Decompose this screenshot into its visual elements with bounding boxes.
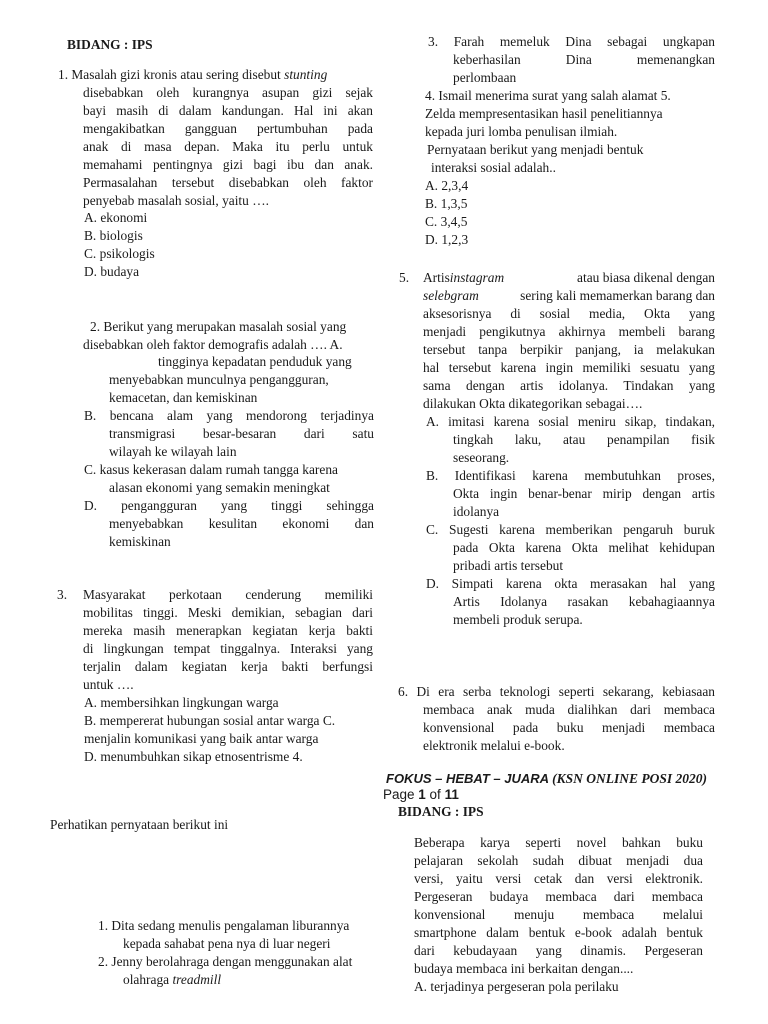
q6-stem-line: konvensional pada buku menjadi membaca [423,720,715,735]
q5-option-b-cont: Okta ingin benar-benar mirip dengan artis [453,486,715,501]
q3-stem-line: Masyarakat perkotaan cenderung memiliki [83,587,373,602]
q3-stem-line: terjalin dalam kegiatan kerja bakti berfungsi [83,659,373,674]
page2-subject-title: BIDANG : IPS [398,804,484,819]
q5-number: 5. [399,270,410,285]
q3-stem-line: mobilitas tinggi. Meski demikian, sebagian dari [83,605,373,620]
q2-option-d-cont: menyebabkan kesulitan ekonomi dan [109,516,374,531]
q6-stem-line: elektronik melalui e-book. [423,738,565,753]
q4-statement-1: 1. Dita sedang menulis pengalaman liburannya [98,918,350,933]
q5-stem-line: dilakukan Okta dikategorikan sebagai…. [423,396,643,411]
q1-stem-line: Permasalahan tersebut disebabkan oleh faktor [83,175,373,190]
q2-option-b-cont: wilayah ke wilayah lain [109,444,237,459]
q4-option-d[interactable]: D. 1,2,3 [425,232,469,247]
q2-option-c-cont: alasan ekonomi yang semakin meningkat [109,480,330,495]
q5-option-c-cont: pada Okta karena Okta melihat kehidupan [453,540,715,555]
q5-option-c[interactable]: C. Sugesti karena memberikan pengaruh buruk [426,522,715,537]
q1-option-a[interactable]: A. ekonomi [84,210,148,225]
q2-option-a-cont: kemacetan, dan kemiskinan [109,390,258,405]
q2-option-a[interactable]: tingginya kepadatan penduduk yang [158,354,352,369]
q1-stem-first: 1. Masalah gizi kronis atau sering disebut stunting [58,67,328,82]
q4-option-b[interactable]: B. 1,3,5 [425,196,468,211]
page2-passage-line: konvensional menuju membaca melalui [414,907,703,922]
q4-option-c[interactable]: C. 3,4,5 [425,214,468,229]
page2-passage-line: budaya membaca ini berkaitan dengan.... [414,961,634,976]
footer-tagline: FOKUS – HEBAT – JUARA (KSN ONLINE POSI 2020) [386,771,708,786]
q5-option-b[interactable]: B. Identifikasi karena membutuhkan proses, [426,468,715,483]
q2-option-b[interactable]: B. bencana alam yang mendorong terjadinya [84,408,374,423]
q5-option-d[interactable]: D. Simpati karena okta merasakan hal yang [426,576,715,591]
q5-stem-line: sama dengan artis idolanya. Tindakan yang [423,378,715,393]
q1-stem-line: bayi masih di dalam kandungan. Hal ini akan [83,103,373,118]
q3-stem-line: di lingkungan tempat tinggalnya. Interaksi yang [83,641,373,656]
q1-stem-line: disebabkan oleh kurangnya asupan gizi sejak [83,85,373,100]
q6-stem-line: 6. Di era serba teknologi seperti sekarang, kebiasaan [398,684,715,699]
page-number: Page 1 of 11 [383,787,459,802]
q1-stem-line: mengakibatkan gangguan pertumbuhan pada [83,121,373,136]
q5-option-b-cont: idolanya [453,504,500,519]
q4-statement-2: 2. Jenny berolahraga dengan menggunakan alat [98,954,353,969]
q4-statement-1-cont: kepada sahabat pena nya di luar negeri [123,936,331,951]
q2-stem-line: disebabkan oleh faktor demografis adalah …. A. [83,337,343,352]
q5-option-a-cont: tingkah laku, atau penampilan fisik [453,432,715,447]
q5-option-c-cont: pribadi artis tersebut [453,558,564,573]
page2-passage-line: smartphone dalam bentuk e-book adalah bentuk [414,925,703,940]
q1-stem-line: penyebab masalah sosial, yaitu …. [83,193,269,208]
q1-stem-line: memahami pentingnya gizi bagi ibu dan anak. [83,157,373,172]
q3-stem-line: mereka masih menerapkan kegiatan kerja bakti [83,623,373,638]
q3-option-c[interactable]: menjalin komunikasi yang baik antar warga [84,731,319,746]
q1-option-b[interactable]: B. biologis [84,228,143,243]
q4-statement-3-cont: perlombaan [453,70,517,85]
page2-passage-line: Pergeseran budaya membaca dari membaca [414,889,703,904]
q4-statement-5: Zelda mempresentasikan hasil penelitiannya [425,106,663,121]
q1-option-c[interactable]: C. psikologis [84,246,155,261]
q3-option-b[interactable]: B. mempererat hubungan sosial antar warga C. [84,713,336,728]
q5-stem-first: Artis instagram atau biasa dikenal dengan [423,270,715,285]
q5-stem-line: aksesorisnya di sosial media, Okta yang [423,306,715,321]
q2-option-b-cont: transmigrasi besar-besaran dari satu [109,426,374,441]
q3-option-d[interactable]: D. menumbuhkan sikap etnosentrisme 4. [84,749,303,764]
q1-stem-line: anak di masa depan. Maka itu perlu untuk [83,139,373,154]
q5-option-a[interactable]: A. imitasi karena sosial meniru sikap, tindakan, [426,414,715,429]
q6-stem-line: membaca anak muda dialihkan dari membaca [423,702,715,717]
q5-stem-line: tersebut tanpa berpikir panjang, ia melakukan [423,342,715,357]
q4-statement-2-cont: olahraga treadmill [123,972,222,987]
q1-option-d[interactable]: D. budaya [84,264,140,279]
q3-stem-line: untuk …. [83,677,134,692]
q4-question: Pernyataan berikut yang menjadi bentuk [427,142,644,157]
q2-option-a-cont: menyebabkan munculnya pengangguran, [109,372,329,387]
page2-passage-line: pelajaran sekolah sudah dibuat menjadi dua [414,853,703,868]
subject-title: BIDANG : IPS [67,37,153,52]
q4-option-a[interactable]: A. 2,3,4 [425,178,469,193]
q5-stem-line: menjadi pengikutnya akhirnya membeli barang [423,324,715,339]
page2-passage-line: dari kebudayaan yang dinamis. Pergeseran [414,943,703,958]
page2-option-a[interactable]: A. terjadinya pergeseran pola perilaku [414,979,619,994]
q2-option-c[interactable]: C. kasus kekerasan dalam rumah tangga karena [84,462,338,477]
q5-option-d-cont: membeli produk serupa. [453,612,583,627]
q3-option-a[interactable]: A. membersihkan lingkungan warga [84,695,279,710]
q4-statement-4: 4. Ismail menerima surat yang salah alamat 5. [425,88,671,103]
q2-option-d-cont: kemiskinan [109,534,171,549]
q4-statement-3-cont: keberhasilan Dina memenangkan [453,52,715,67]
q4-statement-3: 3. Farah memeluk Dina sebagai ungkapan [428,34,715,49]
page2-passage-line: Beberapa karya seperti novel bahkan buku [414,835,703,850]
q4-statement-5-cont: kepada juri lomba penulisan ilmiah. [425,124,618,139]
q5-option-a-cont: seseorang. [453,450,510,465]
q2-option-d[interactable]: D. pengangguran yang tinggi sehingga [84,498,374,513]
page2-passage-line: versi, yaitu versi cetak dan versi elektronik. [414,871,703,886]
q5-option-d-cont: Artis Idolanya rasakan kebahagiaannya [453,594,715,609]
q2-stem-line: 2. Berikut yang merupakan masalah sosial yang [90,319,347,334]
q5-stem-line: selebgram sering kali memamerkan barang dan [423,288,715,303]
q4-intro: Perhatikan pernyataan berikut ini [50,817,229,832]
q4-question-cont: interaksi sosial adalah.. [431,160,556,175]
q3-number: 3. [57,587,68,602]
q5-stem-line: hal tersebut karena ingin memiliki sesuatu yang [423,360,715,375]
